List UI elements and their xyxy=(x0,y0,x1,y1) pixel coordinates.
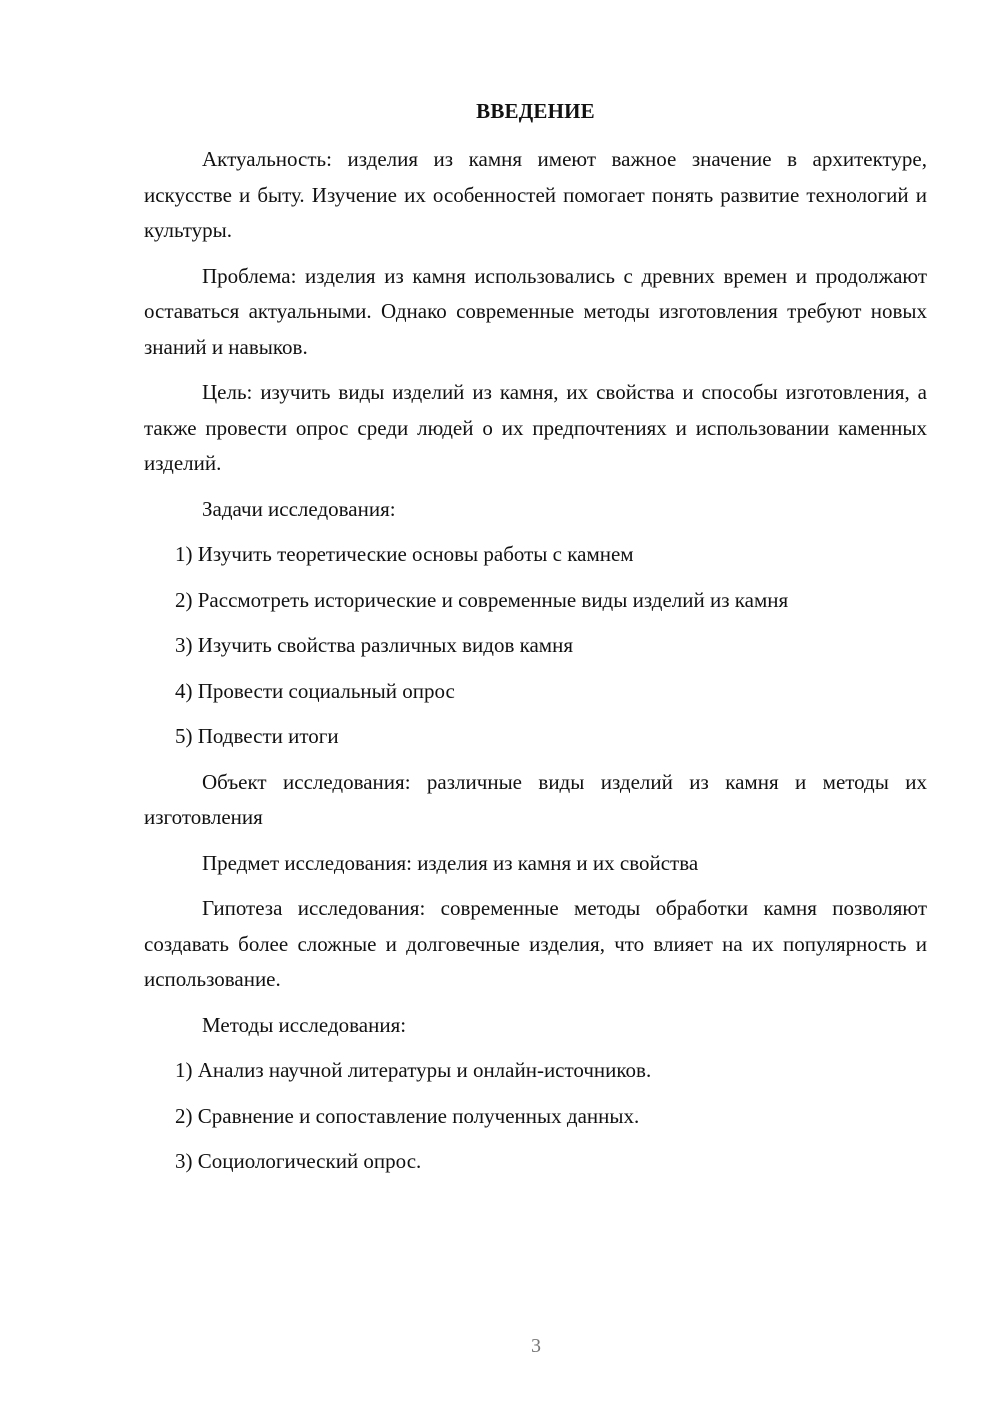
task-item-5: 5) Подвести итоги xyxy=(175,724,339,748)
problem-paragraph: Проблема: изделия из камня использовались с древних времен и продолжают оставаться актуальными. Однако современные методы изготовления требуют новых знаний и навыков. xyxy=(144,263,927,359)
task-item-2: 2) Рассмотреть исторические и современные виды изделий из камня xyxy=(175,587,789,612)
object-paragraph: Объект исследования: различные виды изделий из камня и методы их изготовления xyxy=(144,769,927,829)
task-item-3: 3) Изучить свойства различных видов камня xyxy=(175,633,573,657)
goal-paragraph: Цель: изучить виды изделий из камня, их свойства и способы изготовления, а также провести опрос среди людей о их предпочтениях и использовании каменных изделий. xyxy=(144,380,927,475)
section-title: ВВЕДЕНИЕ xyxy=(476,99,595,123)
page-content xyxy=(144,94,927,1190)
task-item-4: 4) Провести социальный опрос xyxy=(175,678,455,703)
method-item-2: 2) Сравнение и сопоставление полученных данных. xyxy=(175,1103,640,1128)
hypothesis-paragraph: Гипотеза исследования: современные методы обработки камня позволяют создавать более сложные и долговечные изделия, что влияет на их популярность и использование. xyxy=(144,896,927,991)
method-item-3: 3) Социологический опрос. xyxy=(175,1149,422,1173)
page-number: 3 xyxy=(531,1335,541,1357)
method-item-1: 1) Анализ научной литературы и онлайн-источников. xyxy=(175,1058,652,1082)
tasks-heading: Задачи исследования: xyxy=(202,496,396,521)
methods-heading: Методы исследования: xyxy=(202,1012,407,1037)
subject-paragraph: Предмет исследования: изделия из камня и их свойства xyxy=(202,850,699,875)
actuality-paragraph: Актуальность: изделия из камня имеют важное значение в архитектуре, искусстве и быту. Изучение их особенностей помогает понять развитие технологий и культуры. xyxy=(144,147,927,242)
task-item-1: 1) Изучить теоретические основы работы с камнем xyxy=(175,542,634,566)
